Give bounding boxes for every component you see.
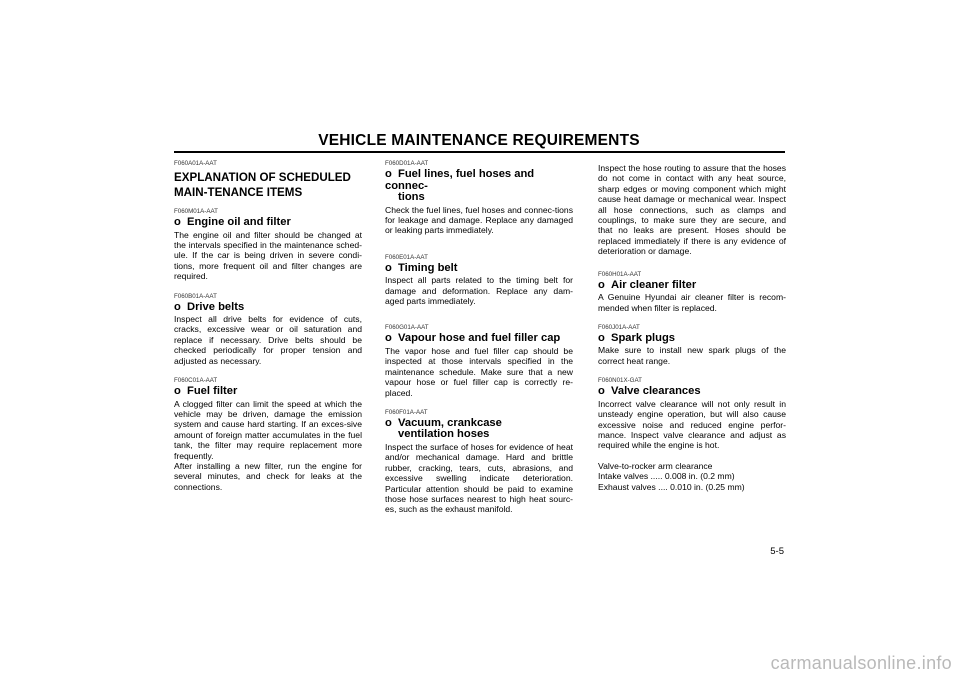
- bullet-icon: o: [385, 416, 392, 429]
- item-body: Make sure to install new spark plugs of the correct heat range.: [598, 345, 786, 366]
- item-fuel-filter: [174, 377, 362, 492]
- item-drive-belts: [174, 293, 362, 367]
- item-code: F060G01A-AAT: [385, 324, 429, 332]
- item-spark-plugs: [598, 324, 786, 366]
- item-body: A clogged filter can limit the speed at which the vehicle may be driven, damage the emission system and cause hard starting. If an exces-sive amount of foreign matter accumulates in the fuel tank, the filter may require replacement more frequently.: [174, 398, 362, 461]
- item-body: A Genuine Hyundai air cleaner filter is recom-mended when filter is replaced.: [598, 292, 786, 313]
- item-title: o Drive belts: [174, 300, 245, 313]
- item-body: Inspect all parts related to the timing belt for damage and deformation. Replace any dam-aged parts immediately.: [385, 275, 573, 307]
- item-title: o Timing belt: [385, 261, 458, 274]
- item-code: F060H01A-AAT: [598, 270, 642, 278]
- item-timing-belt: [385, 254, 573, 307]
- item-title: o Vacuum, crankcase ventilation hoses: [385, 416, 502, 441]
- bullet-icon: o: [385, 261, 392, 274]
- item-title: o Fuel filter: [174, 385, 238, 398]
- header-rule: [174, 151, 785, 153]
- item-code: F060D01A-AAT: [385, 160, 429, 167]
- item-vacuum-hoses: [385, 409, 573, 515]
- bullet-icon: o: [598, 331, 605, 344]
- bullet-icon: o: [385, 168, 392, 180]
- item-code: F060B01A-AAT: [174, 292, 217, 300]
- item-air-cleaner: [598, 271, 786, 313]
- bullet-icon: o: [385, 332, 392, 345]
- column-2: [385, 160, 573, 526]
- section-title: EXPLANATION OF SCHEDULED MAIN-TENANCE ITEMS: [174, 171, 351, 199]
- item-body: The vapor hose and fuel filler cap should be inspected at those intervals specified in the maintenance schedule. Make sure that a new vapour hose or fuel filler cap is correctly re-placed.: [385, 345, 573, 398]
- bullet-icon: o: [174, 385, 181, 398]
- item-title: o Fuel lines, fuel hoses and connec- tions: [385, 168, 535, 203]
- item-body: Inspect all drive belts for evidence of cuts, cracks, excessive wear or oil saturation and replace if necessary. Drive belts should be checked periodically for proper tension and adjusted as necessary.: [174, 314, 362, 366]
- spec-line: Exhaust valves .... 0.010 in. (0.25 mm): [598, 481, 745, 492]
- item-engine-oil: [174, 208, 362, 282]
- item-body: Inspect the surface of hoses for evidence of heat and/or mechanical damage. Hard and brittle rubber, cracking, tears, cuts, abrasions, and excessive swelling indicate deterioration. Particular attention should be paid to examine those hose surfaces nearest to high heat sourc-es, such as the exhaust manifold.: [385, 441, 573, 515]
- item-title: o Spark plugs: [598, 331, 676, 344]
- item-body: Check the fuel lines, fuel hoses and connec-tions for leakage and damage. Replace any damaged or leaking parts immediately.: [385, 204, 573, 236]
- item-body-continued: After installing a new filter, run the engine for several minutes, and check for leaks at the connections.: [174, 461, 362, 492]
- bullet-icon: o: [598, 385, 605, 398]
- item-code: F060J01A-AAT: [598, 323, 640, 331]
- section-code: F060A01A-AAT: [174, 160, 217, 167]
- column-1: [174, 160, 362, 503]
- item-body: Incorrect valve clearance will not only result in unsteady engine operation, but will also cause excessive noise and reduced engine perfor-mance. Inspect valve clearance and adjust as required while the engine is hot.: [598, 398, 786, 451]
- watermark: carmanualsonline.info: [770, 653, 952, 673]
- bullet-icon: o: [174, 216, 181, 228]
- page-title: VEHICLE MAINTENANCE REQUIREMENTS: [318, 132, 640, 149]
- item-title: o Vapour hose and fuel filler cap: [385, 332, 561, 345]
- item-title: o Engine oil and filter: [174, 216, 291, 228]
- item-title: o Valve clearances: [598, 385, 701, 398]
- bullet-icon: o: [174, 300, 181, 313]
- hose-routing-text: Inspect the hose routing to assure that the hoses do not come in contact with any heat source, sharp edges or moving component which might cause heat damage or mechanical wear. Inspect all hose connections, such as clamps and couplings, to make sure they are secure, and that no leaks are present. Hoses should be replaced immediately if there is any evidence of deterioration or damage.: [598, 163, 786, 257]
- spec-line: Intake valves ..... 0.008 in. (0.2 mm): [598, 471, 735, 482]
- item-code: F060M01A-AAT: [174, 208, 218, 215]
- page-number: 5-5: [770, 546, 784, 557]
- item-code: F060F01A-AAT: [385, 408, 428, 416]
- item-title: o Air cleaner filter: [598, 278, 697, 291]
- item-valve-clearances: [598, 377, 786, 492]
- item-code: F060C01A-AAT: [174, 377, 218, 385]
- bullet-icon: o: [598, 278, 605, 291]
- item-fuel-lines: [385, 160, 573, 236]
- item-code: F060N01X-GAT: [598, 377, 642, 385]
- spec-line: Valve-to-rocker arm clearance: [598, 460, 713, 471]
- item-body: The engine oil and filter should be changed at the intervals specified in the maintenance sched-ule. If the car is being driven in severe condi-tions, more frequent oil and filter changes are required.: [174, 229, 362, 282]
- item-code: F060E01A-AAT: [385, 253, 428, 261]
- item-vapour-hose: [385, 324, 573, 398]
- column-3: [598, 163, 786, 503]
